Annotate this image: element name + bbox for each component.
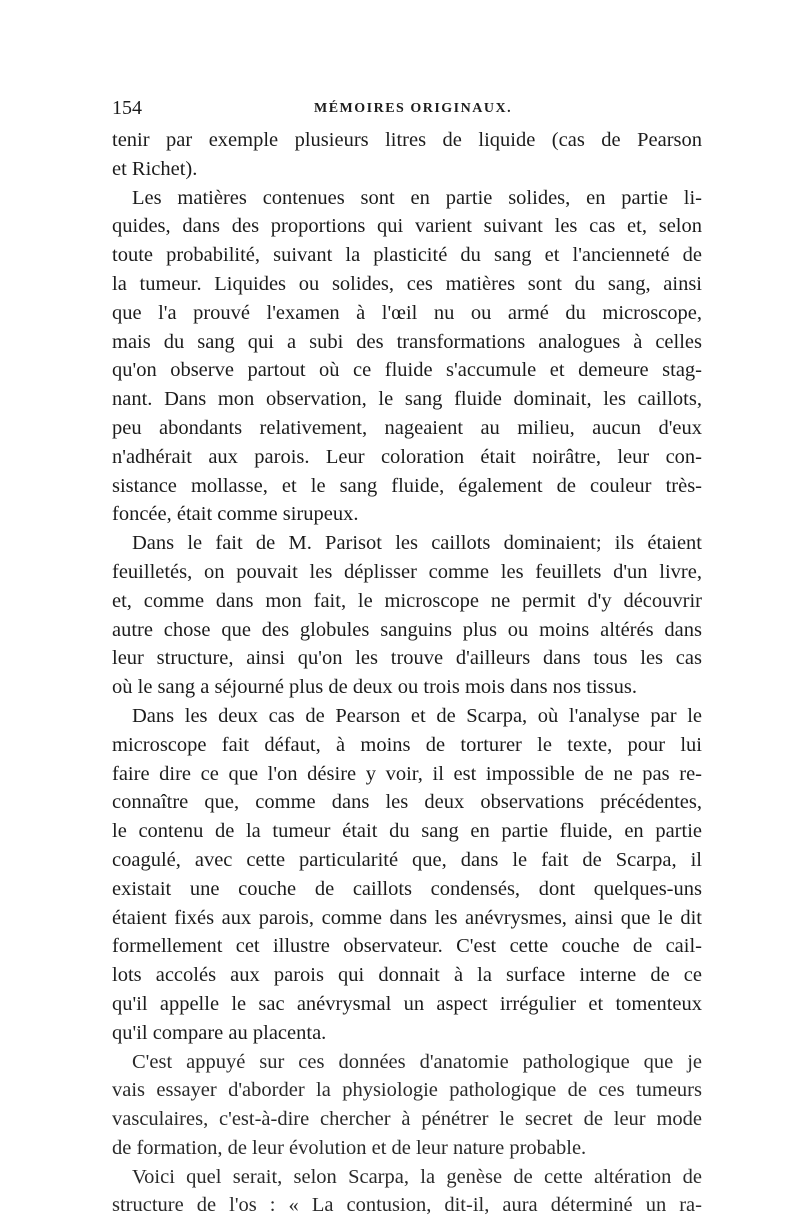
text-line: Voici quel serait, selon Scarpa, la genèse de cette altération de	[132, 1165, 702, 1188]
text-line: le contenu de la tumeur était du sang en partie fluide, en partie	[112, 820, 702, 843]
text-line: nant. Dans mon observation, le sang fluide dominait, les caillots,	[112, 388, 702, 411]
text-line: qu'on observe partout où ce fluide s'accumule et demeure stag-	[112, 359, 702, 382]
text-line: qu'il compare au placenta.	[112, 1021, 327, 1044]
text-line: peu abondants relativement, nageaient au milieu, aucun d'eux	[112, 416, 702, 439]
text-line: qu'il appelle le sac anévrysmal un aspect irrégulier et tomenteux	[112, 992, 702, 1015]
text-line: formellement cet illustre observateur. C'est cette couche de cail-	[112, 935, 702, 958]
text-line: foncée, était comme sirupeux.	[112, 503, 359, 526]
text-line: connaître que, comme dans les deux observations précédentes,	[112, 791, 702, 814]
text-line: la tumeur. Liquides ou solides, ces matières sont du sang, ainsi	[112, 272, 702, 295]
body-text	[112, 126, 702, 1220]
text-line: n'adhérait aux parois. Leur coloration était noirâtre, leur con-	[112, 445, 702, 468]
text-line: lots accolés aux parois qui donnait à la surface interne de ce	[112, 964, 702, 987]
text-line: tenir par exemple plusieurs litres de liquide (cas de Pearson	[112, 129, 702, 151]
text-line: feuilletés, on pouvait les déplisser comme les feuillets d'un livre,	[112, 560, 702, 583]
text-line: étaient fixés aux parois, comme dans les anévrysmes, ainsi que le dit	[112, 906, 702, 929]
text-line: existait une couche de caillots condensés, dont quelques-uns	[112, 877, 702, 900]
text-line: structure de l'os : « La contusion, dit-il, aura déterminé un ra-	[112, 1194, 702, 1217]
text-line: microscope fait défaut, à moins de torturer le texte, pour lui	[112, 733, 702, 756]
text-line: vais essayer d'aborder la physiologie pathologique de ces tumeurs	[112, 1079, 702, 1102]
text-line: faire dire ce que l'on désire y voir, il est impossible de ne pas re-	[112, 762, 702, 785]
text-line: Dans le fait de M. Parisot les caillots dominaient; ils étaient	[132, 532, 702, 555]
running-head	[112, 96, 702, 120]
text-line: de formation, de leur évolution et de leur nature probable.	[112, 1136, 587, 1159]
text-line: C'est appuyé sur ces données d'anatomie pathologique que je	[132, 1050, 702, 1073]
running-title: MÉMOIRES ORIGINAUX.	[314, 101, 513, 116]
text-line: toute probabilité, suivant la plasticité du sang et l'ancienneté de	[112, 244, 702, 267]
text-line: et, comme dans mon fait, le microscope ne permit d'y découvrir	[112, 589, 702, 612]
text-line: mais du sang qui a subi des transformations analogues à celles	[112, 330, 702, 353]
text-line: vasculaires, c'est-à-dire chercher à pénétrer le secret de leur mode	[112, 1108, 702, 1131]
text-line: leur structure, ainsi qu'on les trouve d'ailleurs dans tous les cas	[112, 647, 702, 670]
page-number: 154	[112, 97, 142, 119]
text-line: Les matières contenues sont en partie solides, en partie li-	[132, 186, 702, 209]
text-line: que l'a prouvé l'examen à l'œil nu ou armé du microscope,	[112, 301, 702, 324]
text-line: autre chose que des globules sanguins plus ou moins altérés dans	[112, 618, 702, 641]
text-line: quides, dans des proportions qui varient suivant les cas et, selon	[112, 215, 702, 238]
text-line: où le sang a séjourné plus de deux ou trois mois dans nos tissus.	[112, 676, 637, 699]
text-line: sistance mollasse, et le sang fluide, également de couleur très-	[112, 474, 702, 497]
text-line: Dans les deux cas de Pearson et de Scarpa, où l'analyse par le	[132, 704, 702, 727]
text-line: et Richet).	[112, 157, 198, 180]
text-line: coagulé, avec cette particularité que, dans le fait de Scarpa, il	[112, 848, 702, 871]
